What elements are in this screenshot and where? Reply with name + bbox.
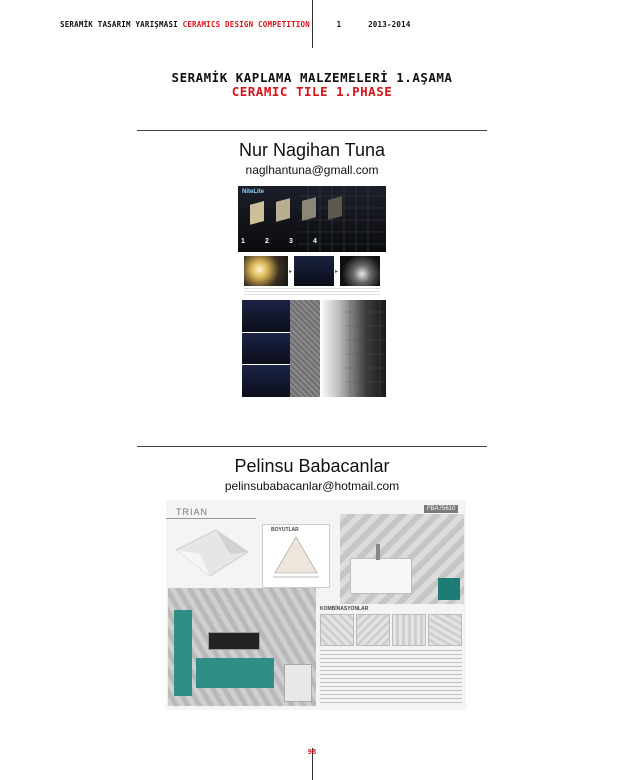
board-2-sink-photo — [340, 514, 464, 604]
sink-basin — [350, 558, 412, 594]
step-2-label: 2 — [265, 238, 269, 245]
combination-tile-3 — [392, 614, 426, 646]
triangle-dimension-graphic — [263, 525, 329, 587]
page-number: 98 — [307, 748, 317, 756]
combination-tile-2 — [356, 614, 390, 646]
section-title-tr: SERAMİK KAPLAMA MALZEMELERİ 1.AŞAMA — [171, 70, 453, 85]
running-header — [60, 20, 411, 29]
tile-sample-graphic — [170, 524, 252, 580]
header-years: 2013-2014 — [368, 20, 411, 29]
entry-2-email: pelinsubabacanlar@hotmail.com — [224, 479, 400, 493]
entry-2-rule — [137, 446, 487, 447]
facade-grid-graphic — [320, 300, 386, 397]
header-title-en: CERAMICS DESIGN COMPETITION — [182, 20, 310, 29]
dimensions-label: BOYUTLAR — [271, 527, 299, 533]
board-2-description-lines — [320, 650, 462, 704]
top-divider — [312, 0, 313, 48]
board-1-mosaic-night-1 — [242, 300, 290, 332]
step-4-label: 4 — [313, 238, 317, 245]
building-grid-graphic — [238, 186, 386, 252]
entry-2-name: Pelinsu Babacanlar — [234, 456, 390, 476]
board-1-thumb-night — [340, 256, 380, 286]
towel-teal — [438, 578, 460, 600]
cabinet-tall — [174, 610, 192, 696]
board-1-night-panel — [238, 186, 386, 252]
product-code: FBA75610 — [424, 505, 458, 513]
board-1-thumb-light — [244, 256, 288, 286]
board-1-caption-lines — [244, 288, 380, 296]
board-1-thumb-dusk — [294, 256, 334, 286]
entry-1-email: naglhantuna@gmall.com — [245, 163, 379, 177]
step-3-label: 3 — [289, 238, 293, 245]
board-2-bathroom-photo — [168, 588, 316, 706]
combination-tile-4 — [428, 614, 462, 646]
combination-tile-1 — [320, 614, 354, 646]
board-1-texture-strip — [290, 300, 320, 397]
board-1-facade — [320, 300, 386, 397]
mirror — [208, 632, 260, 650]
section-title-en: CERAMIC TILE 1.PHASE — [231, 84, 393, 99]
board-1-brand: NiteLite — [242, 189, 265, 195]
step-1-label: 1 — [241, 238, 245, 245]
vanity-unit — [196, 658, 274, 688]
side-tiles — [284, 664, 312, 702]
dimensions-box — [262, 524, 330, 588]
entry-1-rule — [137, 130, 487, 131]
header-number: 1 — [336, 20, 342, 29]
product-name: TRIAN — [176, 507, 208, 517]
product-name-underline — [166, 518, 256, 519]
combinations-label: KOMBİNASYONLAR — [320, 606, 369, 612]
board-1-mosaic-night-2 — [242, 333, 290, 364]
faucet — [376, 544, 380, 560]
arrow-icon: ▸ — [335, 269, 339, 275]
arrow-icon: ▸ — [289, 269, 293, 275]
header-title-tr: SERAMİK TASARIM YARIŞMASI — [60, 20, 178, 29]
board-1-mosaic-night-3 — [242, 365, 290, 397]
entry-1-name: Nur Nagihan Tuna — [238, 140, 386, 160]
